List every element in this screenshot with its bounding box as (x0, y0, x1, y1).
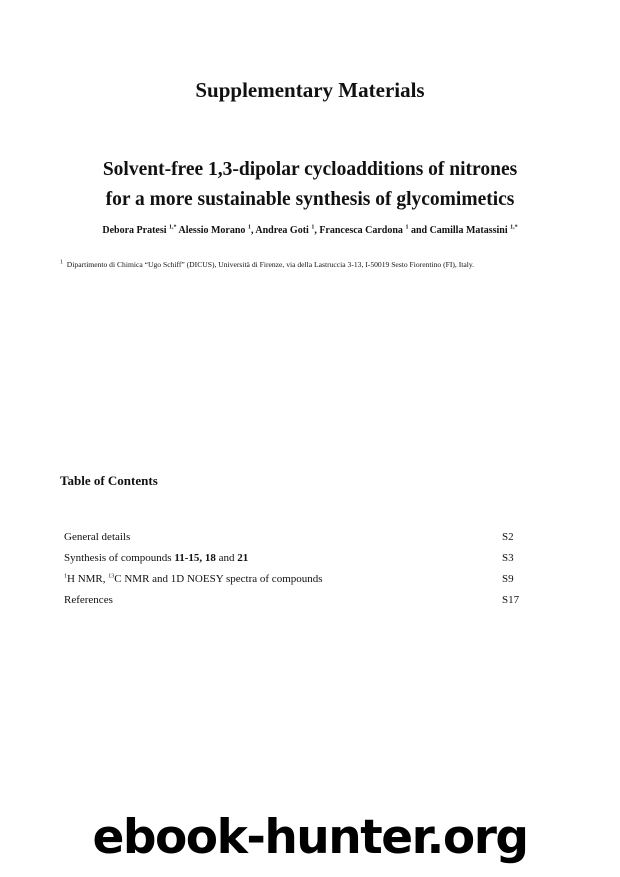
affiliation (60, 259, 474, 271)
toc-entry-page: S3 (502, 552, 514, 564)
toc-sup-13c: 13 (108, 573, 115, 580)
author-affiliation-mark: 1,* (169, 224, 177, 231)
affiliation-marker: 1 (60, 259, 63, 266)
author-affiliation-mark: 1 (311, 224, 315, 231)
toc-compound-21: 21 (237, 552, 249, 564)
supplementary-title: Supplementary Materials (195, 78, 425, 102)
affiliation-text: Dipartimento di Chimica “Ugo Schiff” (DICUS), Università di Firenze, via della Lastruccia 3-13, I-50019 Sesto Fiorentino (FI), Italy. (66, 260, 475, 269)
watermark: ebook-hunter.org (92, 810, 528, 865)
toc-synthesis-and: and (215, 552, 238, 564)
paper-title-line-1: Solvent-free 1,3-dipolar cycloadditions of nitrones (102, 159, 518, 180)
toc-entry-page: S17 (502, 594, 520, 606)
author-name: Alessio Morano (178, 225, 246, 236)
toc-entry-page: S9 (502, 573, 514, 585)
toc-entry-page: S2 (502, 531, 514, 543)
toc-row-general-details[interactable] (64, 529, 524, 550)
author-separator: , (250, 225, 256, 236)
author-list (0, 224, 620, 238)
toc-row-spectra[interactable] (64, 571, 524, 592)
paper-title-line-2: for a more sustainable synthesis of glycomimetics (105, 189, 515, 210)
author-affiliation-mark: 1 (247, 224, 251, 231)
author-name: Francesca Cardona (319, 225, 403, 236)
toc-row-references[interactable] (64, 592, 524, 613)
toc-row-synthesis[interactable] (64, 550, 524, 571)
author-name: Camilla Matassini (429, 225, 508, 236)
author-separator: , (314, 225, 320, 236)
toc-entry-label (64, 550, 248, 571)
paper-title (0, 155, 620, 215)
author-affiliation-mark: 1,* (510, 224, 518, 231)
toc-spectra-part1: H NMR, (67, 573, 109, 585)
author-name: Debora Pratesi (102, 225, 167, 236)
toc-spectra-part2: C NMR and 1D NOESY spectra of compounds (114, 573, 323, 585)
toc-entry-label: References (64, 594, 113, 606)
author-affiliation-mark: 1 (405, 224, 409, 231)
table-of-contents (64, 529, 524, 613)
author-separator: and (408, 225, 430, 236)
toc-entry-label (64, 571, 323, 592)
toc-sup-1h: 1 (64, 573, 67, 580)
toc-synthesis-prefix: Synthesis of compounds (64, 552, 175, 564)
author-name: Andrea Goti (255, 225, 309, 236)
toc-compounds-range: 11-15, 18 (174, 552, 216, 564)
toc-heading: Table of Contents (60, 473, 158, 488)
toc-entry-label: General details (64, 531, 131, 543)
